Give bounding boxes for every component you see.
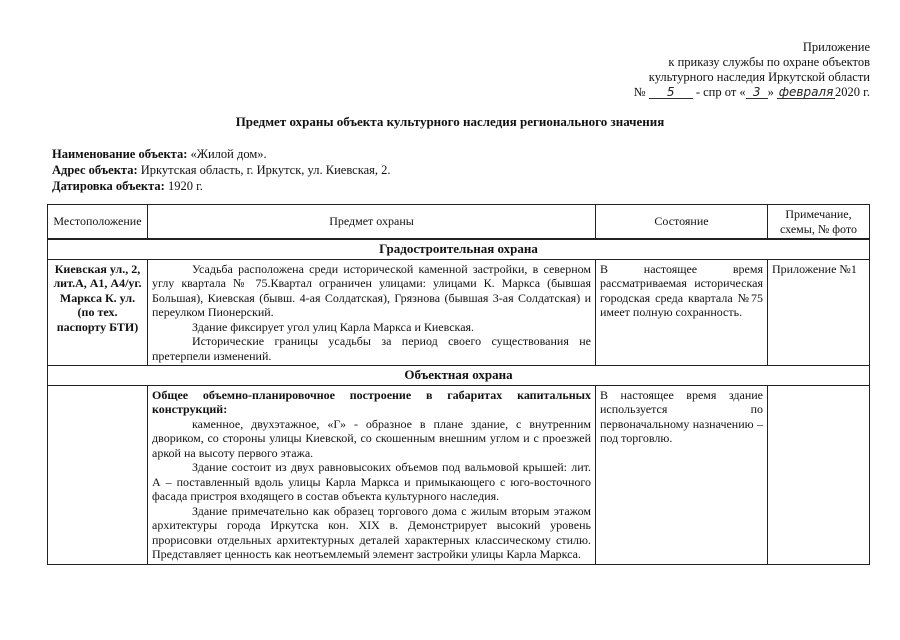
- subject-paragraph: каменное, двухэтажное, «Г» - образное в плане здание, с внутренним двориком, со стороны улицы Киевской, со скошенным внешним углом и с проезжей аркой на высоту первого этажа.: [152, 416, 591, 460]
- handwritten-month: февраля: [778, 85, 834, 99]
- appendix-line-1: Приложение: [802, 40, 870, 54]
- object-dating-line: [52, 178, 391, 194]
- table-header-row: [48, 205, 870, 240]
- object-name-line: [52, 146, 391, 162]
- object-name-label: Наименование объекта:: [52, 147, 188, 161]
- state-cell: В настоящее время здание используется по первоначальному назначению – под торговлю.: [596, 385, 768, 564]
- object-address-label: Адрес объекта:: [52, 163, 138, 177]
- section-title-urban: Градостроительная охрана: [48, 239, 870, 259]
- header-subject: Предмет охраны: [148, 205, 596, 240]
- number-sign: №: [633, 85, 646, 99]
- header-state: Состояние: [596, 205, 768, 240]
- location-cell: Киевская ул., 2, лит.А, А1, А4/уг. Маркса К. ул. (по тех. паспорту БТИ): [48, 259, 148, 366]
- table-row: [48, 385, 870, 564]
- year-text: 2020 г.: [835, 85, 870, 99]
- subject-paragraph: Здание примечательно как образец торгового дома с жилым вторым этажом архитектуры города Иркутска кон. XIX в. Демонстрирует высокий уровень прорисовки отдельных архитектурных деталей характерных классическому стилю. Представляет ценность как неотъемлемый элемент застройки улицы Карла Маркса.: [152, 503, 591, 561]
- document-title: Предмет охраны объекта культурного наследия регионального значения: [235, 114, 665, 129]
- object-dating-label: Датировка объекта:: [52, 179, 165, 193]
- appendix-line-3: культурного наследия Иркутской области: [648, 70, 870, 84]
- section-title-object: Объектная охрана: [48, 366, 870, 386]
- order-number-line: [634, 85, 870, 100]
- table-row: [48, 259, 870, 366]
- subject-cell: [148, 385, 596, 564]
- object-address-line: [52, 162, 391, 178]
- object-address-value: Иркутская область, г. Иркутск, ул. Киевская, 2.: [137, 163, 391, 177]
- section-title-row: [48, 366, 870, 386]
- location-cell: [48, 385, 148, 564]
- header-location: Местоположение: [48, 205, 148, 240]
- note-cell: [768, 385, 870, 564]
- subject-paragraph: Исторические границы усадьбы за период своего существования не претерпели изменений.: [152, 334, 591, 363]
- handwritten-order-number: 5: [649, 87, 693, 99]
- subject-heading: Общее объемно-планировочное построение в габаритах капитальных конструкций:: [152, 387, 591, 416]
- section-title-row: [48, 239, 870, 259]
- object-dating-value: 1920 г.: [164, 179, 203, 193]
- appendix-line-2: к приказу службы по охране объектов: [668, 55, 870, 69]
- day-suffix: »: [767, 85, 774, 99]
- object-name-value: «Жилой дом».: [187, 147, 267, 161]
- subject-paragraph: Здание фиксирует угол улиц Карла Маркса и Киевская.: [192, 319, 475, 334]
- note-cell: Приложение №1: [768, 259, 870, 366]
- protection-subject-table: [47, 204, 870, 565]
- handwritten-day: 3: [746, 87, 768, 99]
- spr-prefix: - спр от «: [692, 85, 746, 99]
- header-note: Примечание, схемы, № фото: [768, 205, 870, 240]
- subject-cell: [148, 259, 596, 366]
- subject-paragraph: Здание состоит из двух равновысоких объемов под вальмовой крышей: лит. А – поставленный вдоль улицы Карла Маркса и примыкающего с юго-восточного фасада пристроя входящего в состав объекта культурного наследия.: [152, 460, 591, 503]
- appendix-block: [634, 40, 870, 100]
- object-info: [52, 146, 391, 194]
- state-cell: В настоящее время рассматриваемая историческая городская среда квартала №75 имеет полную сохранность.: [596, 259, 768, 366]
- subject-paragraph: Усадьба расположена среди исторической каменной застройки, в северном углу квартала № 75.Квартал ограничен улицами: улицами К. Маркса (бывшая Большая), Киевская (бывш. 4-ая Солдатская), Грязнова (бывшая 3-ая Солдатская) и переулком Пионерский.: [152, 261, 591, 319]
